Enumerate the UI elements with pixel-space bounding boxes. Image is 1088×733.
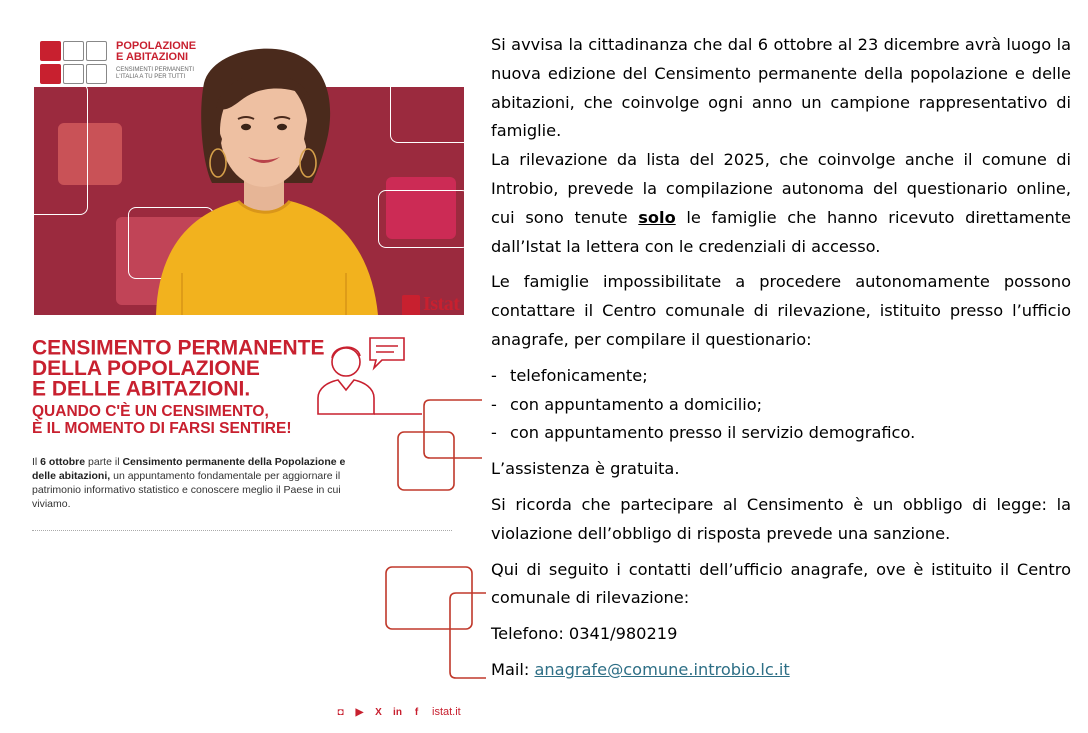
facebook-icon[interactable]: f [414,706,419,718]
institution-icon [86,64,107,84]
deco-frame [378,190,464,248]
notice-paragraph-1: Si avvisa la cittadinanza che dal 6 ottobre al 23 dicembre avrà luogo la nuova edizione del Censimento permanente della popolazione e delle abitazioni, che coinvolge ogni anno un campione rappresentativo di famiglie. [491,35,1071,141]
notice-paragraph-3: Le famiglie impossibilitate a procedere autonomamente possono contattare il Centro comunale di rilevazione, istituito presso l’ufficio anagrafe, per compilare il questionario: [491,272,1071,349]
istat-site-link[interactable]: istat.it [432,706,461,718]
family-icon [40,64,61,84]
notice-paragraph-6: Qui di seguito i contatti dell’ufficio anagrafe, ove è istituito il Centro comunale di rilevazione: [491,559,1071,608]
census-poster [30,30,468,730]
solo-emphasis: solo [638,207,676,227]
place-icon [63,64,84,84]
social-links [335,706,461,718]
instagram-icon[interactable]: ◘ [337,706,344,718]
logo-title: POPOLAZIONE E ABITAZIONI [116,40,197,63]
list-item: - con appuntamento a domicilio; [491,394,763,414]
logo-icons [40,41,110,85]
x-icon[interactable]: X [375,706,382,718]
people-icon [63,41,84,61]
deco-frame [34,83,88,215]
linkedin-icon[interactable]: in [393,706,402,718]
youtube-icon[interactable]: ▶ [355,706,364,718]
istat-logo: Istat [402,293,459,315]
building-icon [86,41,107,61]
notice-paragraph-2: La rilevazione da lista del 2025, che coinvolge anche il comune di Introbio, prevede la compilazione autonoma del questionario online, cui sono tenute solo le famiglie che hanno ricevuto direttamente dall’Istat la lettera con le credenziali di accesso. [491,150,1072,256]
contact-methods-list [491,362,1071,448]
poster-divider [32,530,452,531]
logo-subtitle: CENSIMENTI PERMANENTI L'ITALIA A TU PER TUTTI [116,67,195,80]
person-speech-icon [314,332,424,422]
email-link[interactable]: anagrafe@comune.introbio.lc.it [534,659,790,679]
poster-headline: CENSIMENTO PERMANENTE DELLA POPOLAZIONE E DELLE ABITAZIONI. [32,336,325,401]
phone-number: 0341/980219 [568,624,678,644]
phone-line: Telefono: 0341/980219 [491,624,678,644]
census-logo [40,41,200,87]
notice-paragraph-5: Si ricorda che partecipare al Censimento è un obbligo di legge: la violazione dell’obbligo di risposta prevede una sanzione. [491,494,1071,543]
poster-subheadline: QUANDO C'È UN CENSIMENTO, È IL MOMENTO DI FARSI SENTIRE! [32,403,292,437]
family-icon [40,41,61,61]
istat-mark-icon [402,295,420,315]
mail-line: Mail: anagrafe@comune.introbio.lc.it [491,659,790,679]
census-notice [491,31,1071,685]
deco-frame [390,45,464,143]
list-item: - telefonicamente; [491,365,648,385]
list-item: - con appuntamento presso il servizio demografico. [491,423,916,443]
notice-paragraph-4: L’assistenza è gratuita. [491,459,680,479]
poster-hero-image [34,35,464,315]
poster-body: Il 6 ottobre parte il Censimento permanente della Popolazione e delle abitazioni, un appuntamento fondamentale per aggiornare il patrimonio informativo statistico e conoscere meglio il Paese in cui viviamo. [32,456,346,510]
